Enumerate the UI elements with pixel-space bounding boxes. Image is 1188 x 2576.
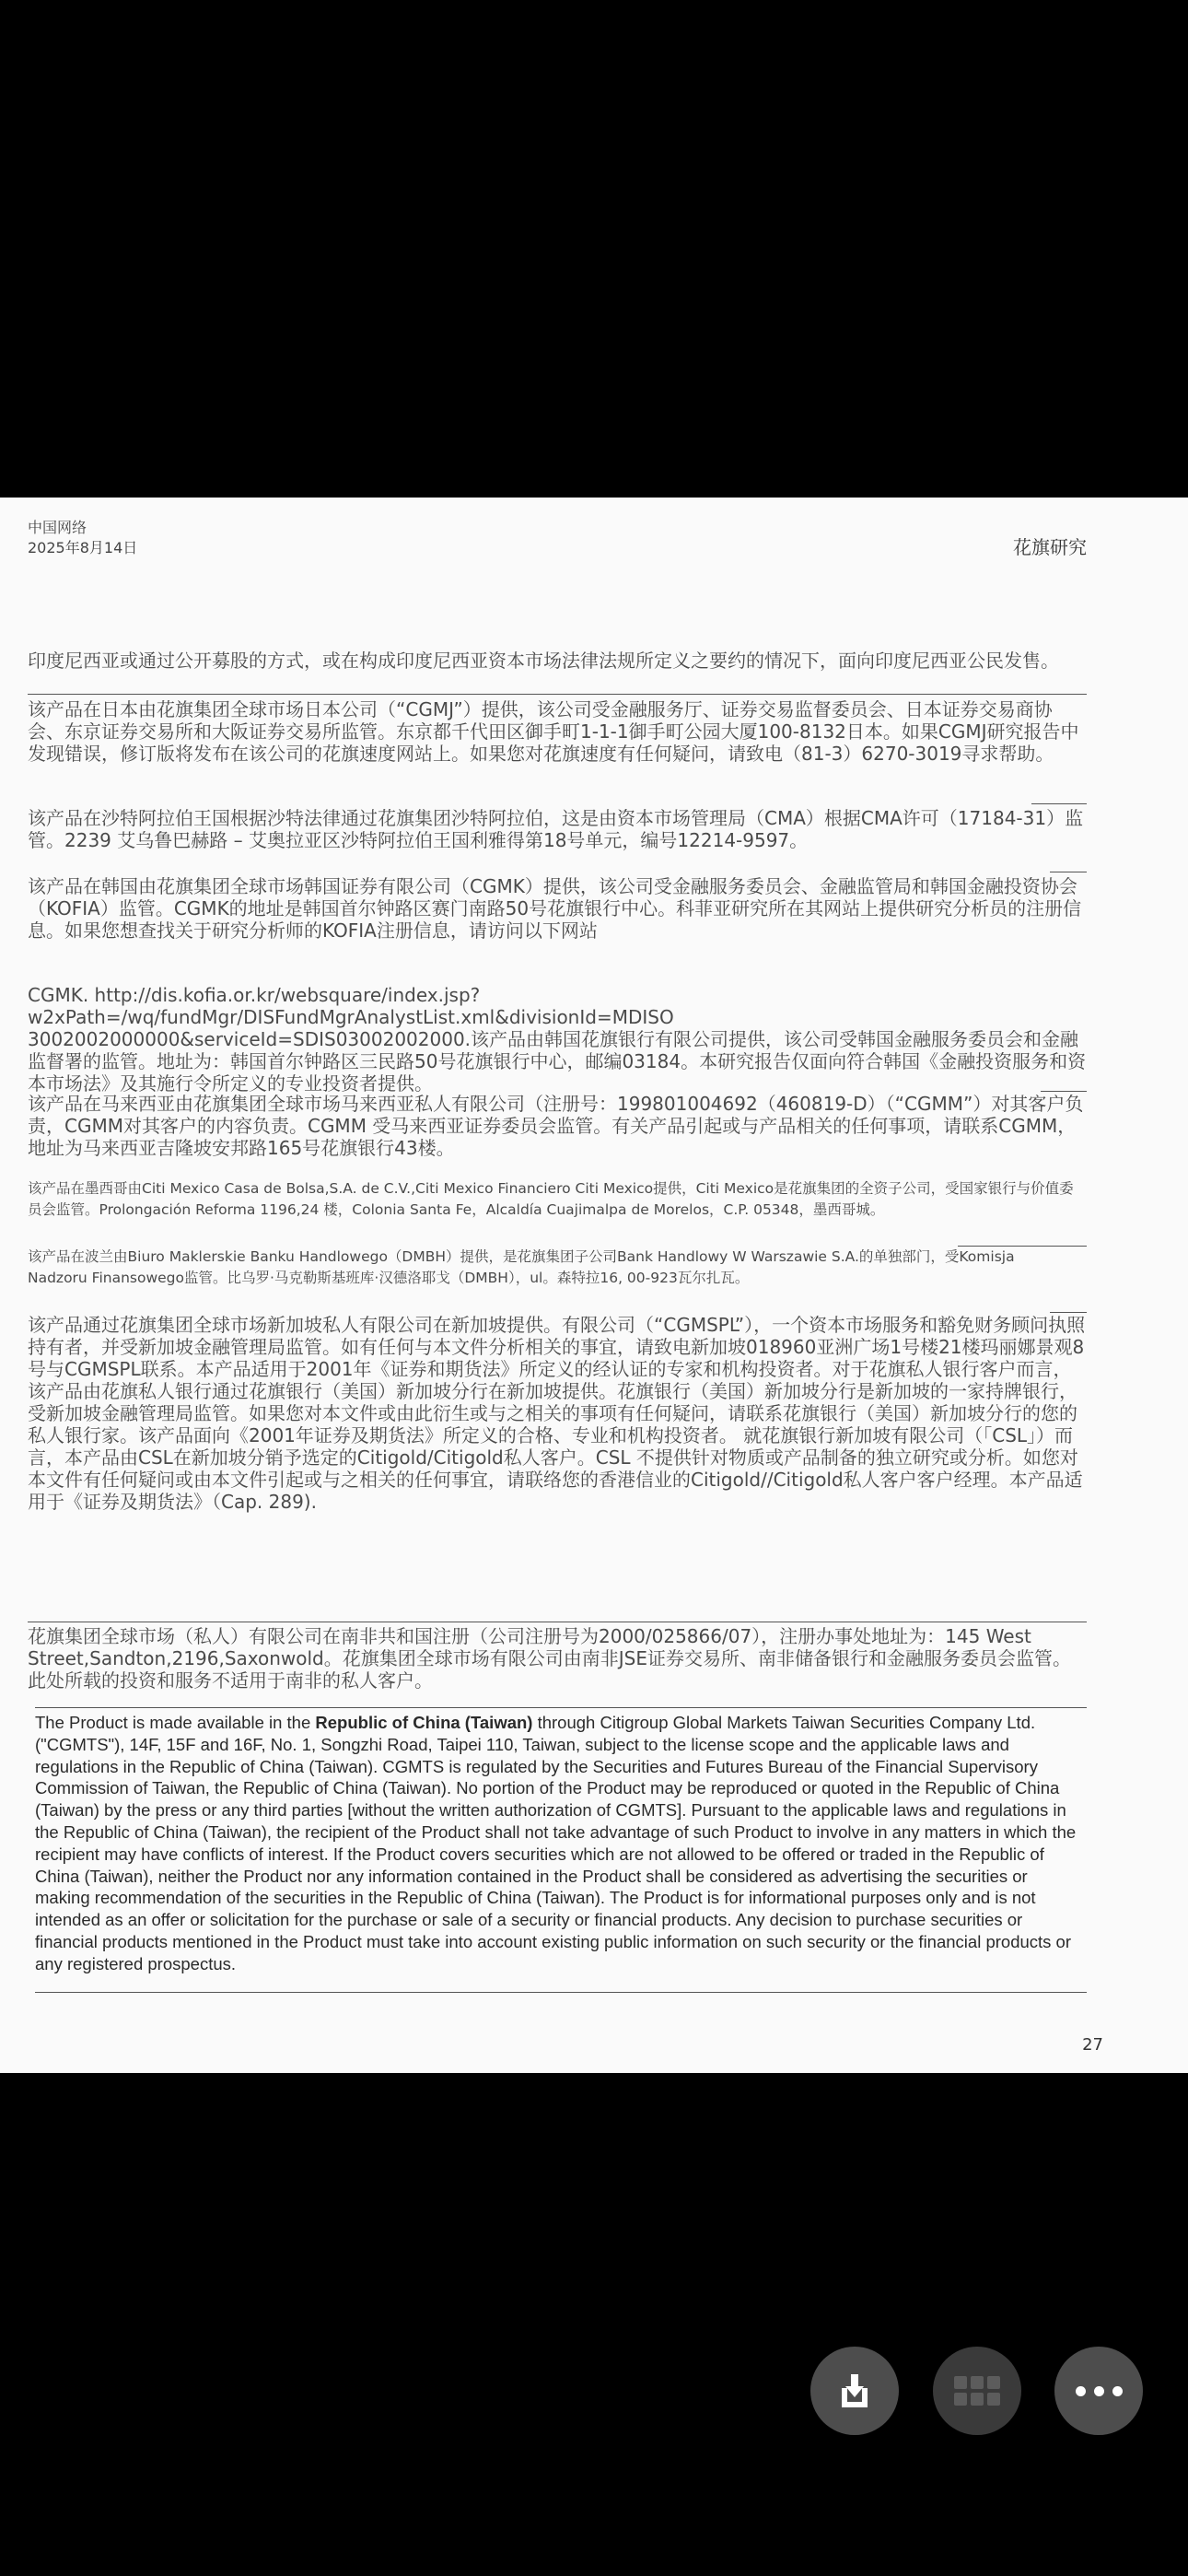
taiwan-text-bold: Republic of China (Taiwan) xyxy=(315,1713,533,1732)
download-button[interactable] xyxy=(810,2347,899,2435)
paragraph-japan: 该产品在日本由花旗集团全球市场日本公司（“CGMJ”）提供，该公司受金融服务厅、证券交易监督委员会、日本证券交易商协会、东京证券交易所和大阪证券交易所监管。东京都千代田区御手町1-1-1御手町公园大厦100-8132日本。如果CGMJ研究报告中发现错误，修订版将发布在该公司的花旗速度网站上。如果您对花旗速度有任何疑问，请致电（81-3）6270-3019寻求帮助。 xyxy=(28,698,1079,765)
document-page xyxy=(0,498,1188,2073)
grid-view-button[interactable] xyxy=(933,2347,1021,2435)
header-source: 中国网络 xyxy=(28,519,87,536)
divider xyxy=(35,1707,1087,1708)
taiwan-text-b: through Citigroup Global Markets Taiwan Securities Company Ltd. ("CGMTS"), 14F, 15F and 16F, No. 1, Songzhi Road, Taipei 110, Taiwan, subject to the license scope and the applicable laws and regulations in the Republic of China (Taiwan). CGMTS is regulated by the Securities and Futures Bureau of the Financial Supervisory Commission of Taiwan, the Republic of China (Taiwan). No portion of the Product may be reproduced or quoted in the Republic of China (Taiwan) by the press or any third parties [without the written authorization of CGMTS]. Pursuant to the applicable laws and regulations in the Republic of China (Taiwan), the recipient of the Product shall not take advantage of such Product to involve in any matters in which the recipient may have conflicts of interest. If the Product covers securities which are not allowed to be offered or traded in the Republic of China (Taiwan), neither the Product nor any information contained in the Product shall be considered as advertising the securities or making recommendation of the securities in the Republic of China (Taiwan). The Product is for informational purposes only and is not intended as an offer or solicitation for the purchase or sale of a security or financial products. Any decision to purchase securities or financial products mentioned in the Product must take into account existing public information on such security or the financial products or any registered prospectus. xyxy=(35,1713,1077,1973)
header-brand: 花旗研究 xyxy=(1013,536,1087,558)
paragraph-indonesia: 印度尼西亚或通过公开募股的方式，或在构成印度尼西亚资本市场法律法规所定义之要约的情况下，面向印度尼西亚公民发售。 xyxy=(28,650,1059,672)
paragraph-kofia: CGMK. http://dis.kofia.or.kr/websquare/index.jsp? w2xPath=/wq/fundMgr/DISFundMgrAnalystList.xml&divisionId=MDISO 3002002000000&serviceId=SDIS03002002000.该产品由韩国花旗银行有限公司提供，该公司受韩国金融服务委员会和金融监督署的监管。地址为：韩国首尔钟路区三民路50号花旗银行中心，邮编03184。本研究报告仅面向符合韩国《金融投资服务和资本市场法》及其施行令所定义的专业投资者提供。 xyxy=(28,984,1087,1095)
more-options-button[interactable] xyxy=(1054,2347,1143,2435)
divider xyxy=(1050,1312,1087,1313)
paragraph-south-africa: 花旗集团全球市场（私人）有限公司在南非共和国注册（公司注册号为2000/025866/07），注册办事处地址为：145 West Street,Sandton,2196,Saxonwold。花旗集团全球市场有限公司由南非JSE证券交易所、南非储备银行和金融服务委员会监管。此处所载的投资和服务不适用于南非的私人客户。 xyxy=(28,1625,1071,1692)
divider xyxy=(1031,803,1087,804)
divider xyxy=(28,694,1087,695)
divider xyxy=(35,1992,1087,1993)
paragraph-taiwan xyxy=(35,1712,1085,1975)
download-icon xyxy=(833,2370,876,2412)
taiwan-text-a: The Product is made available in the xyxy=(35,1713,316,1732)
paragraph-poland: 该产品在波兰由Biuro Maklerskie Banku Handlowego（DMBH）提供，是花旗集团子公司Bank Handlowy W Warszawie S.A.的单独部门，受Komisja Nadzoru Finansowego监管。比乌罗·马克勒斯基班库·汉德洛耶戈（DMBH），ul。森特拉16, 00-923瓦尔扎瓦。 xyxy=(28,1248,1015,1286)
paragraph-korea: 该产品在韩国由花旗集团全球市场韩国证券有限公司（CGMK）提供，该公司受金融服务委员会、金融监管局和韩国金融投资协会（KOFIA）监管。CGMK的地址是韩国首尔钟路区赛门南路50号花旗银行中心。科菲亚研究所在其网站上提供研究分析员的注册信息。如果您想查找关于研究分析师的KOFIA注册信息，请访问以下网站 xyxy=(28,875,1082,942)
grid-icon xyxy=(954,2376,1000,2406)
header-date: 2025年8月14日 xyxy=(28,539,138,556)
page-header-left xyxy=(28,518,137,558)
page-number: 27 xyxy=(1082,2035,1103,2055)
more-icon xyxy=(1076,2386,1123,2396)
paragraph-singapore: 该产品通过花旗集团全球市场新加坡私人有限公司在新加坡提供。有限公司（“CGMSPL”），一个资本市场服务和豁免财务顾问执照持有者，并受新加坡金融管理局监管。如有任何与本文件分析相关的事宜，请致电新加坡018960亚洲广场1号楼21楼玛丽娜景观8号与CGMSPL联系。本产品适用于2001年《证券和期货法》所定义的经认证的专家和机构投资者。对于花旗私人银行客户而言，该产品由花旗私人银行通过花旗银行（美国）新加坡分行在新加坡提供。花旗银行（美国）新加坡分行是新加坡的一家持牌银行，受新加坡金融管理局监管。如果您对本文件或由此衍生或与之相关的事项有任何疑问，请联系花旗银行（美国）新加坡分行的您的私人银行家。该产品面向《2001年证券及期货法》所定义的合格、专业和机构投资者。 就花旗银行新加坡有限公司（「CSL」）而言，本产品由CSL在新加坡分销予选定的Citigold/Citigold私人客户。CSL 不提供针对物质或产品制备的独立研究或分析。如您对本文件有任何疑问或由本文件引起或与之相关的任何事宜，请联络您的香港信业的Citigold//Citigold私人客户客户经理。本产品适用于《证券及期货法》（Cap. 289). xyxy=(28,1314,1086,1513)
paragraph-saudi: 该产品在沙特阿拉伯王国根据沙特法律通过花旗集团沙特阿拉伯，这是由资本市场管理局（CMA）根据CMA许可（17184-31）监管。2239 艾乌鲁巴赫路 – 艾奥拉亚区沙特阿拉伯王国利雅得第18号单元，编号12214-9597。 xyxy=(28,807,1084,851)
paragraph-mexico: 该产品在墨西哥由Citi Mexico Casa de Bolsa,S.A. de C.V.,Citi Mexico Financiero Citi Mexico提供，Citi Mexico是花旗集团的全资子公司，受国家银行与价值委员会监管。Prolongación Reforma 1196,24 楼，Colonia Santa Fe，Alcaldía Cuajimalpa de Morelos，C.P. 05348，墨西哥城。 xyxy=(28,1180,1074,1218)
divider xyxy=(1041,1091,1087,1092)
paragraph-malaysia: 该产品在马来西亚由花旗集团全球市场马来西亚私人有限公司（注册号：199801004692（460819-D）（“CGMM”）对其客户负责，CGMM对其客户的内容负责。CGMM 受马来西亚证券委员会监管。有关产品引起或与产品相关的任何事项，请联系CGMM，地址为马来西亚吉隆坡安邦路165号花旗银行43楼。 xyxy=(28,1093,1084,1159)
